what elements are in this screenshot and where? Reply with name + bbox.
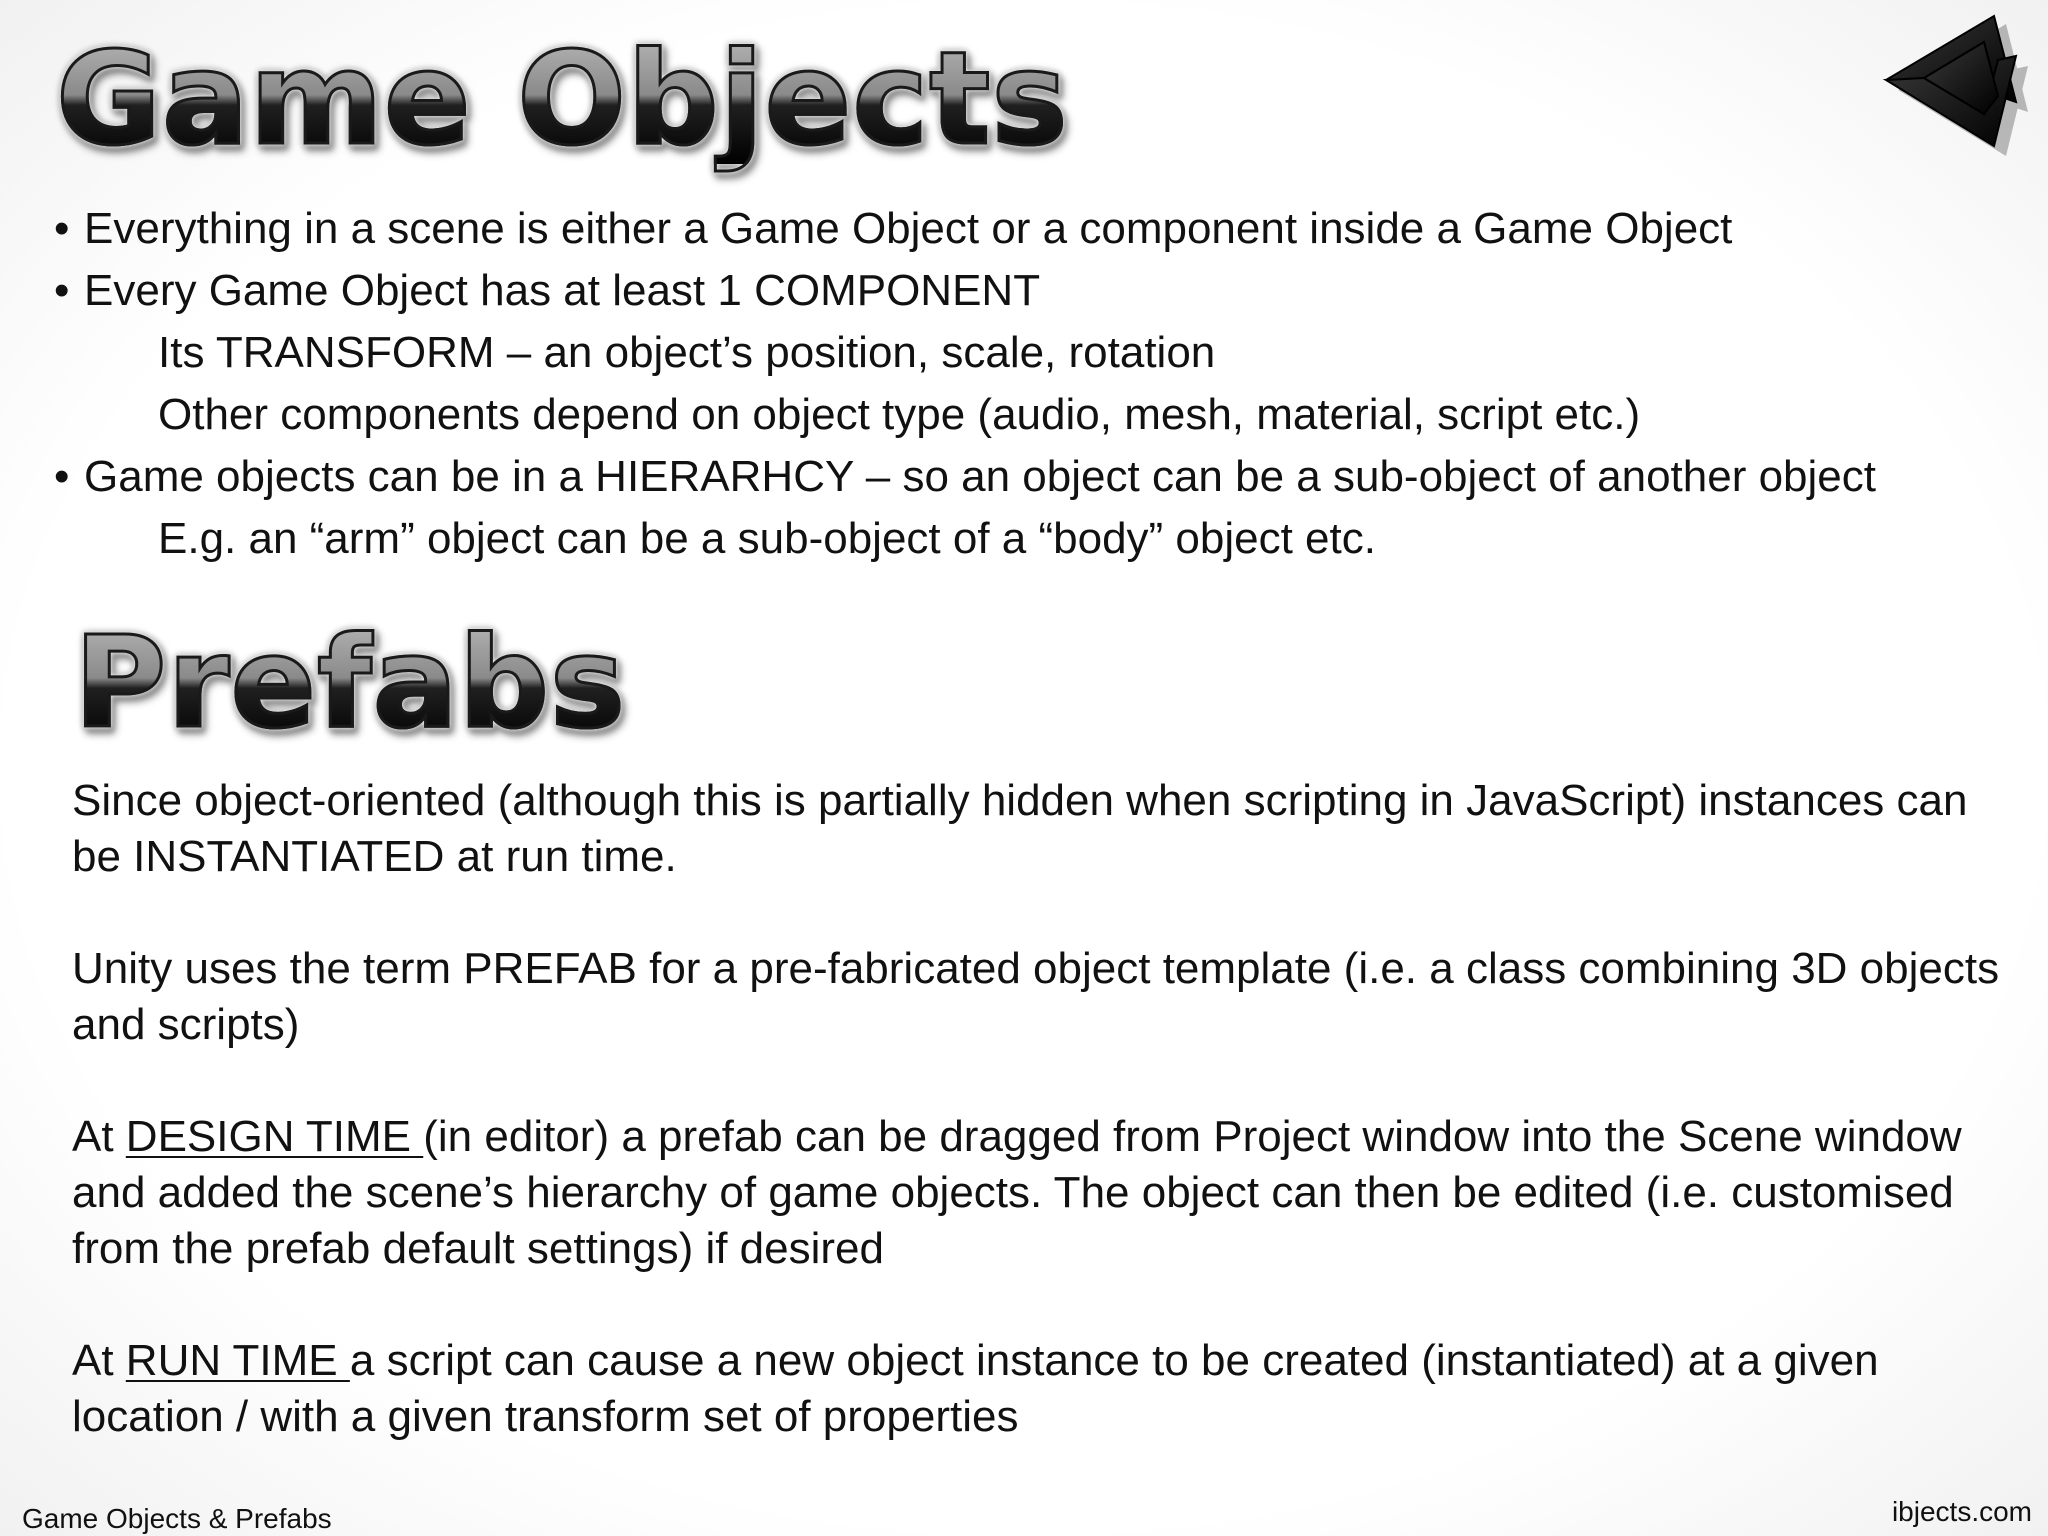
prefab-paragraph bbox=[72, 1333, 2012, 1445]
paragraph-prefix: At bbox=[72, 1336, 126, 1385]
prefabs-body bbox=[72, 773, 2012, 1445]
prefab-paragraph bbox=[72, 1109, 2012, 1277]
bullet-item: • Game objects can be in a HIERARHCY – so an object can be a sub-object of another object bbox=[54, 446, 2014, 508]
bullet-item: • Every Game Object has at least 1 COMPONENT bbox=[54, 260, 2014, 322]
paragraph-text: a script can cause a new object instance to be created (instantiated) at a given location / with a given transform set of properties bbox=[72, 1336, 1879, 1441]
paragraph-prefix: At bbox=[72, 1112, 126, 1161]
sub-bullet-item: Other components depend on object type (audio, mesh, material, script etc.) bbox=[158, 390, 1641, 439]
bullet-item: • Everything in a scene is either a Game Object or a component inside a Game Object bbox=[54, 198, 2014, 260]
game-objects-bullet-list bbox=[54, 198, 2014, 570]
sub-bullet-item: Its TRANSFORM – an object’s position, scale, rotation bbox=[158, 328, 1216, 377]
prefabs-heading: Prefabs bbox=[74, 609, 626, 756]
prefab-paragraph: Since object-oriented (although this is partially hidden when scripting in JavaScript) instances can be INSTANTIATED at run time. bbox=[72, 776, 1968, 881]
sub-bullet-item: E.g. an “arm” object can be a sub-object of a “body” object etc. bbox=[158, 514, 1376, 563]
footer-title: Game Objects & Prefabs bbox=[22, 1503, 332, 1534]
footer-site: ibjects.com bbox=[1891, 1496, 2032, 1527]
paragraph-text: (in editor) a prefab can be dragged from Project window into the Scene window and added the scene’s hierarchy of game objects. The object can then be edited (i.e. customised from the prefab default settings) if desired bbox=[72, 1112, 1962, 1273]
prefab-paragraph: Unity uses the term PREFAB for a pre-fabricated object template (i.e. a class combining 3D objects and scripts) bbox=[72, 944, 2000, 1049]
game-objects-heading: Game Objects bbox=[56, 25, 1069, 174]
design-time-term: DESIGN TIME bbox=[125, 1112, 424, 1161]
run-time-term: RUN TIME bbox=[125, 1336, 350, 1385]
unity-logo-icon bbox=[1878, 14, 2038, 164]
